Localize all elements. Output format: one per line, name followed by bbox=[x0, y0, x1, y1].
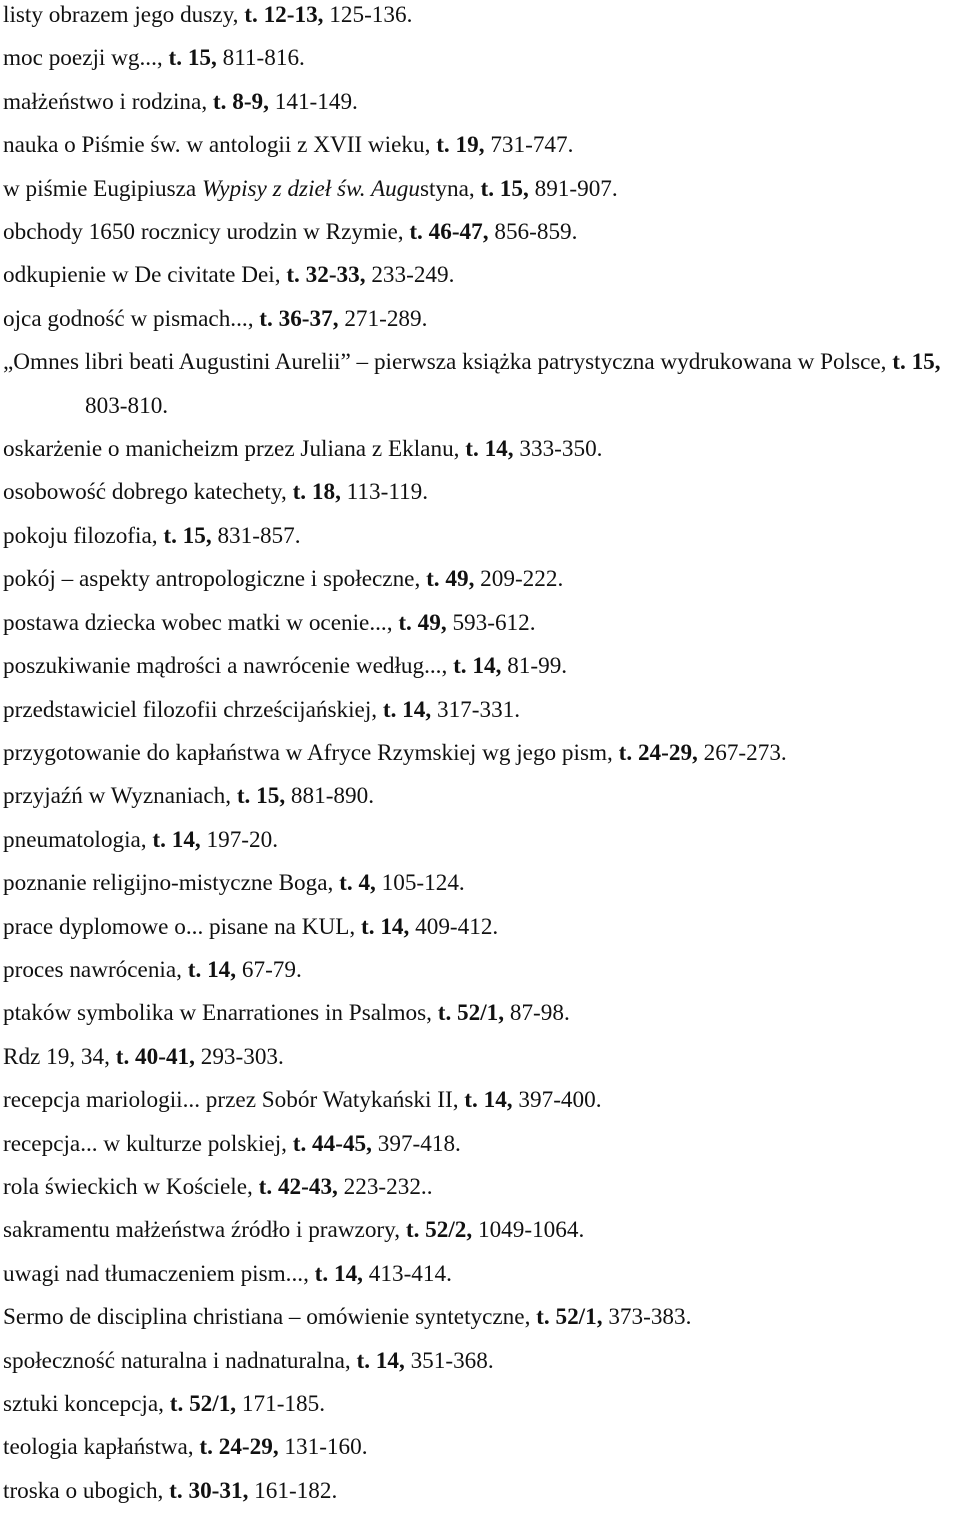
entry-pages: 197-20. bbox=[200, 826, 279, 853]
entry-topic: ptaków symbolika w Enarrationes in Psalmos, bbox=[3, 1000, 438, 1027]
index-entry bbox=[3, 689, 960, 732]
index-entry bbox=[3, 602, 960, 645]
index-entry bbox=[3, 949, 960, 992]
index-entry bbox=[3, 1123, 960, 1166]
entry-volume: t. 15, bbox=[236, 783, 286, 810]
entry-topic: teologia kapłaństwa, bbox=[3, 1434, 200, 1461]
index-entry bbox=[3, 0, 960, 37]
index-entry bbox=[3, 298, 960, 341]
entry-volume: t. 30-31, bbox=[169, 1477, 249, 1504]
entry-volume: t. 19, bbox=[436, 132, 485, 159]
entry-volume: t. 15, bbox=[163, 522, 212, 549]
index-entry bbox=[3, 1340, 960, 1383]
entry-topic: listy obrazem jego duszy, bbox=[3, 2, 245, 28]
entry-pages: 293-303. bbox=[194, 1043, 284, 1070]
entry-topic: małżeństwo i rodzina, bbox=[3, 88, 213, 115]
index-entry bbox=[3, 254, 960, 297]
entry-volume: t. 8-9, bbox=[212, 88, 269, 115]
entry-pages: 209-222. bbox=[474, 566, 564, 593]
entry-topic: społeczność naturalna i nadnaturalna, bbox=[3, 1347, 357, 1374]
entry-pages: 271-289. bbox=[338, 305, 428, 332]
entry-pages: 811-816. bbox=[216, 45, 305, 72]
entry-volume: t. 49, bbox=[398, 609, 447, 636]
index-entry bbox=[3, 471, 960, 514]
entry-topic: przedstawiciel filozofii chrześcijańskiej, bbox=[3, 696, 383, 723]
entry-pages: 373-383. bbox=[602, 1304, 692, 1331]
entry-pages: 351-368. bbox=[404, 1347, 494, 1374]
entry-topic: przygotowanie do kapłaństwa w Afryce Rzymskiej wg jego pism, bbox=[3, 739, 619, 766]
entry-topic-continued: styna, bbox=[419, 175, 481, 202]
entry-topic: proces nawrócenia, bbox=[3, 956, 188, 983]
entry-pages: 317-331. bbox=[431, 696, 521, 723]
entry-volume: t. 14, bbox=[361, 913, 410, 940]
entry-pages: 803-810. bbox=[85, 392, 169, 419]
entry-pages: 233-249. bbox=[365, 262, 455, 289]
index-entry bbox=[3, 341, 958, 428]
entry-volume: t. 15, bbox=[168, 45, 217, 72]
entry-topic: w piśmie Eugipiusza bbox=[3, 175, 202, 202]
entry-volume: t. 52/1, bbox=[536, 1304, 603, 1331]
entry-topic: troska o ubogich, bbox=[3, 1477, 170, 1504]
entry-pages: 856-859. bbox=[488, 219, 578, 246]
index-entry bbox=[3, 558, 960, 601]
entry-pages: 1049-1064. bbox=[472, 1217, 585, 1244]
index-entry bbox=[3, 645, 960, 688]
entry-volume: t. 24-29, bbox=[199, 1434, 279, 1461]
entry-topic: postawa dziecka wobec matki w ocenie..., bbox=[3, 609, 399, 636]
entry-pages: 333-350. bbox=[513, 436, 603, 463]
index-entry bbox=[3, 906, 960, 949]
entry-volume: t. 24-29, bbox=[618, 739, 698, 766]
entry-topic: poszukiwanie mądrości a nawrócenie według..., bbox=[3, 653, 454, 680]
index-entry bbox=[3, 1470, 960, 1513]
index-entry bbox=[3, 1253, 960, 1296]
entry-volume: t. 14, bbox=[152, 826, 201, 853]
index-entry bbox=[3, 1209, 960, 1252]
entry-pages: 891-907. bbox=[528, 175, 618, 202]
entry-topic: „Omnes libri beati Augustini Aurelii” – pierwsza książka patrystyczna wydrukowana w Polsce, bbox=[3, 349, 893, 376]
entry-volume: t. 14, bbox=[382, 696, 432, 723]
entry-pages: 67-79. bbox=[236, 956, 302, 983]
entry-pages: 131-160. bbox=[278, 1434, 368, 1461]
entry-topic: obchody 1650 rocznicy urodzin w Rzymie, bbox=[3, 219, 410, 246]
entry-pages: 831-857. bbox=[211, 522, 301, 549]
entry-volume: t. 32-33, bbox=[286, 262, 366, 289]
index-entry bbox=[3, 211, 960, 254]
entry-topic: Rdz 19, 34, bbox=[3, 1043, 116, 1070]
entry-topic: sakramentu małżeństwa źródło i prawzory, bbox=[3, 1217, 406, 1244]
entry-pages: 397-400. bbox=[512, 1087, 602, 1114]
entry-topic: rola świeckich w Kościele, bbox=[3, 1173, 259, 1200]
entry-volume: t. 4, bbox=[339, 870, 376, 897]
index-entry bbox=[3, 1079, 960, 1122]
index-entry bbox=[3, 1036, 960, 1079]
entry-volume: t. 15, bbox=[480, 175, 529, 202]
entry-volume: t. 14, bbox=[464, 1087, 513, 1114]
entry-topic: Sermo de disciplina christiana – omówienie syntetyczne, bbox=[3, 1304, 537, 1331]
index-entry bbox=[3, 1166, 960, 1209]
index-entry bbox=[3, 1383, 960, 1426]
entry-volume: t. 52/1, bbox=[169, 1391, 237, 1417]
entry-pages: 409-412. bbox=[409, 913, 499, 940]
index-entry bbox=[3, 124, 960, 167]
entry-topic: pokój – aspekty antropologiczne i społeczne, bbox=[3, 566, 427, 593]
entry-pages: 161-182. bbox=[248, 1477, 338, 1504]
entry-volume: t. 52/2, bbox=[405, 1217, 473, 1244]
entry-volume: t. 14, bbox=[314, 1260, 363, 1287]
entry-topic: przyjaźń w Wyznaniach, bbox=[3, 783, 237, 810]
entry-topic: sztuki koncepcja, bbox=[3, 1391, 170, 1417]
subject-index-list bbox=[3, 0, 960, 1513]
entry-pages: 731-747. bbox=[484, 132, 574, 159]
entry-pages: 881-890. bbox=[285, 783, 375, 810]
entry-volume: t. 14, bbox=[356, 1347, 405, 1374]
entry-pages: 593-612. bbox=[446, 609, 536, 636]
entry-volume: t. 14, bbox=[465, 436, 514, 463]
entry-volume: t. 49, bbox=[426, 566, 475, 593]
entry-topic: ojca godność w pismach..., bbox=[3, 305, 260, 332]
entry-volume: t. 40-41, bbox=[115, 1043, 195, 1070]
entry-volume: t. 44-45, bbox=[292, 1130, 372, 1157]
entry-pages: 267-273. bbox=[697, 739, 787, 766]
index-entry bbox=[3, 862, 960, 905]
entry-volume: t. 18, bbox=[292, 479, 341, 506]
index-entry bbox=[3, 37, 960, 80]
entry-topic: recepcja mariologii... przez Sobór Watykański II, bbox=[3, 1087, 465, 1114]
index-entry bbox=[3, 81, 960, 124]
entry-pages: 397-418. bbox=[371, 1130, 461, 1157]
entry-topic: odkupienie w De civitate Dei, bbox=[3, 262, 287, 289]
index-entry bbox=[3, 168, 960, 211]
index-entry bbox=[3, 1426, 960, 1469]
entry-pages: 81-99. bbox=[501, 653, 568, 680]
entry-topic: nauka o Piśmie św. w antologii z XVII wieku, bbox=[3, 132, 437, 159]
entry-topic: uwagi nad tłumaczeniem pism..., bbox=[3, 1260, 315, 1287]
entry-volume: t. 46-47, bbox=[409, 219, 489, 246]
entry-work-title: Wypisy z dzieł św. Augu bbox=[202, 175, 420, 202]
entry-volume: t. 14, bbox=[453, 653, 502, 680]
entry-topic: poznanie religijno-mistyczne Boga, bbox=[3, 870, 340, 897]
entry-topic: moc poezji wg..., bbox=[3, 45, 169, 72]
entry-topic: prace dyplomowe o... pisane na KUL, bbox=[3, 913, 362, 940]
entry-topic: osobowość dobrego katechety, bbox=[3, 479, 293, 506]
entry-pages: 171-185. bbox=[236, 1391, 325, 1417]
entry-pages: 105-124. bbox=[375, 870, 465, 897]
entry-pages: 125-136. bbox=[323, 2, 413, 28]
index-entry bbox=[3, 732, 960, 775]
entry-volume: t. 42-43, bbox=[258, 1173, 338, 1200]
entry-pages: 413-414. bbox=[362, 1260, 452, 1287]
entry-topic: pneumatologia, bbox=[3, 826, 153, 853]
entry-volume: t. 36-37, bbox=[259, 305, 339, 332]
entry-topic: recepcja... w kulturze polskiej, bbox=[3, 1130, 293, 1157]
entry-pages: 87-98. bbox=[504, 1000, 570, 1027]
index-entry bbox=[3, 515, 960, 558]
entry-volume: t. 14, bbox=[187, 956, 237, 983]
entry-pages: 223-232.. bbox=[337, 1173, 433, 1200]
entry-topic: pokoju filozofia, bbox=[3, 522, 164, 549]
index-entry bbox=[3, 428, 960, 471]
entry-volume: t. 15, bbox=[892, 349, 941, 376]
entry-volume: t. 12-13, bbox=[244, 2, 324, 28]
entry-topic: oskarżenie o manicheizm przez Juliana z Eklanu, bbox=[3, 436, 466, 463]
index-entry bbox=[3, 819, 960, 862]
entry-volume: t. 52/1, bbox=[437, 1000, 505, 1027]
index-entry bbox=[3, 775, 960, 818]
entry-pages: 113-119. bbox=[340, 479, 429, 506]
index-entry bbox=[3, 992, 960, 1035]
entry-pages: 141-149. bbox=[268, 88, 358, 115]
index-entry bbox=[3, 1296, 960, 1339]
